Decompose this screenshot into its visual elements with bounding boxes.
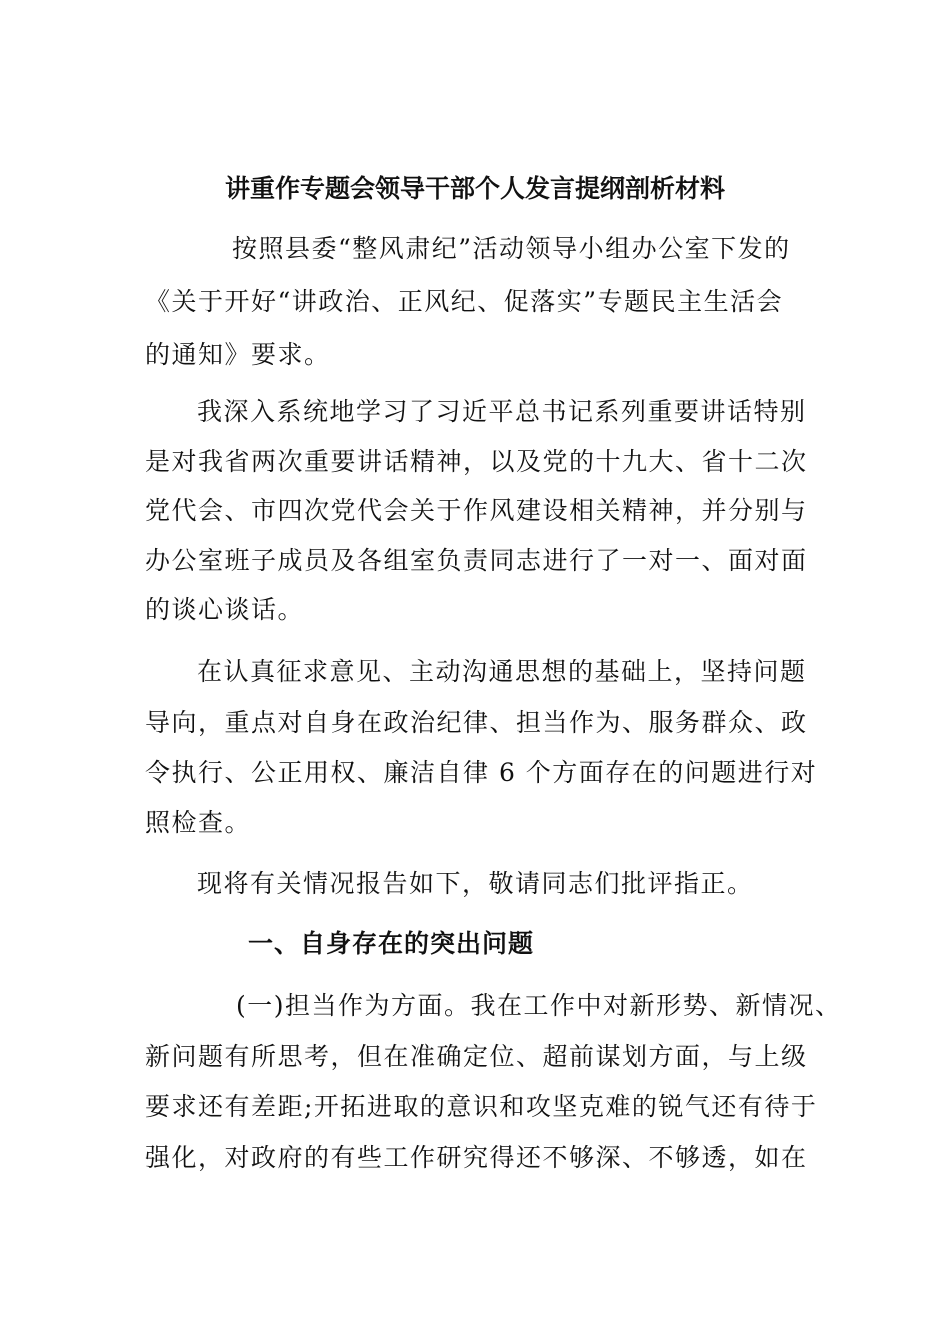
paragraph-3-line-2: 导向，重点对自身在政治纪律、担当作为、服务群众、政 [145, 708, 808, 737]
paragraph-5-line-2: 新问题有所思考，但在准确定位、超前谋划方面，与上级 [145, 1042, 808, 1071]
paragraph-2-line-5: 的谈心谈话。 [145, 595, 305, 624]
paragraph-1-line-1: 按照县委“整风肃纪”活动领导小组办公室下发的 [232, 234, 791, 263]
paragraph-2-line-4: 办公室班子成员及各组室负责同志进行了一对一、面对面 [145, 546, 808, 575]
paragraph-5-line-3: 要求还有差距;开拓进取的意识和攻坚克难的锐气还有待于 [145, 1092, 818, 1121]
paragraph-5-line-1: (一)担当作为方面。我在工作中对新形势、新情况、 [236, 991, 842, 1020]
paragraph-2-line-2: 是对我省两次重要讲话精神，以及党的十九大、省十二次 [145, 447, 808, 476]
document-title: 讲重作专题会领导干部个人发言提纲剖析材料 [224, 174, 725, 203]
section-heading: 一、自身存在的突出问题 [248, 929, 535, 958]
paragraph-2-line-3: 党代会、市四次党代会关于作风建设相关精神，并分别与 [145, 496, 808, 525]
paragraph-3-line-4: 照检查。 [145, 808, 252, 837]
paragraph-3-line-3: 令执行、公正用权、廉洁自律 6 个方面存在的问题进行对 [145, 758, 818, 787]
paragraph-1-line-2: 《关于开好“讲政治、正风纪、促落实”专题民主生活会 [145, 287, 784, 316]
paragraph-3-line-1: 在认真征求意见、主动沟通思想的基础上，坚持问题 [197, 657, 807, 686]
paragraph-5-line-4: 强化，对政府的有些工作研究得还不够深、不够透，如在 [145, 1143, 808, 1172]
paragraph-2-line-1: 我深入系统地学习了习近平总书记系列重要讲话特别 [197, 397, 807, 426]
paragraph-1-line-3: 的通知》要求。 [145, 340, 331, 369]
paragraph-4-line-1: 现将有关情况报告如下，敬请同志们批评指正。 [197, 869, 754, 898]
